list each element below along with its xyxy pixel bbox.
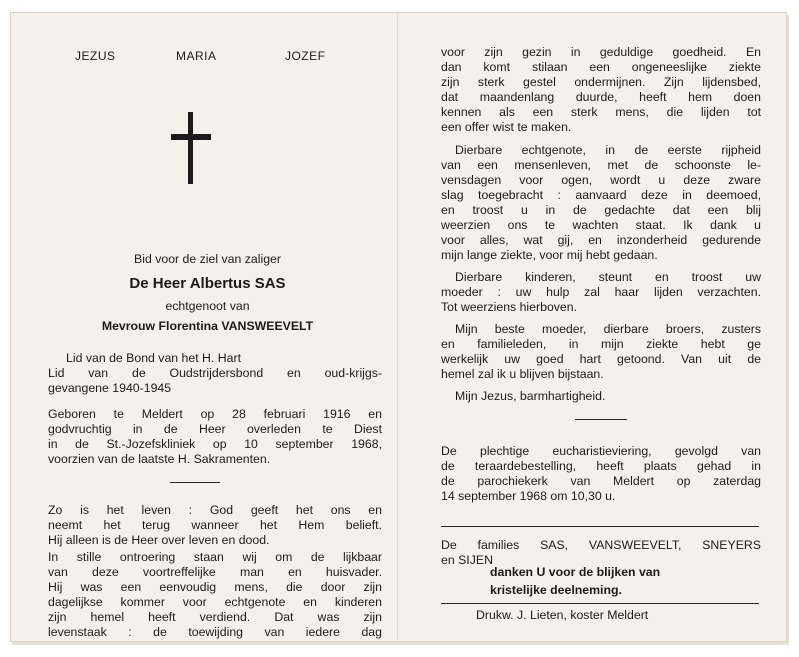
rule-top-thanks (441, 526, 759, 527)
closing-prayer: Mijn Jezus, barmhartigheid. (455, 389, 606, 403)
rule-bottom-thanks (441, 603, 759, 604)
printer-credit: Drukw. J. Lieten, koster Meldert (476, 608, 649, 622)
divider-left (170, 482, 220, 483)
deceased-name: De Heer Albertus SAS (129, 275, 286, 292)
spouse-name: Mevrouw Florentina VANSWEEVELT (101, 319, 314, 333)
header-name-jozef: JOZEF (285, 49, 326, 63)
card-fold (397, 12, 398, 640)
spouse-label: echtgenoot van (165, 299, 250, 313)
divider-right (575, 419, 627, 420)
header-name-jezus: JEZUS (75, 49, 116, 63)
prayer-intro: Bid voor de ziel van zaliger (134, 252, 281, 266)
header-name-maria: MARIA (176, 49, 217, 63)
